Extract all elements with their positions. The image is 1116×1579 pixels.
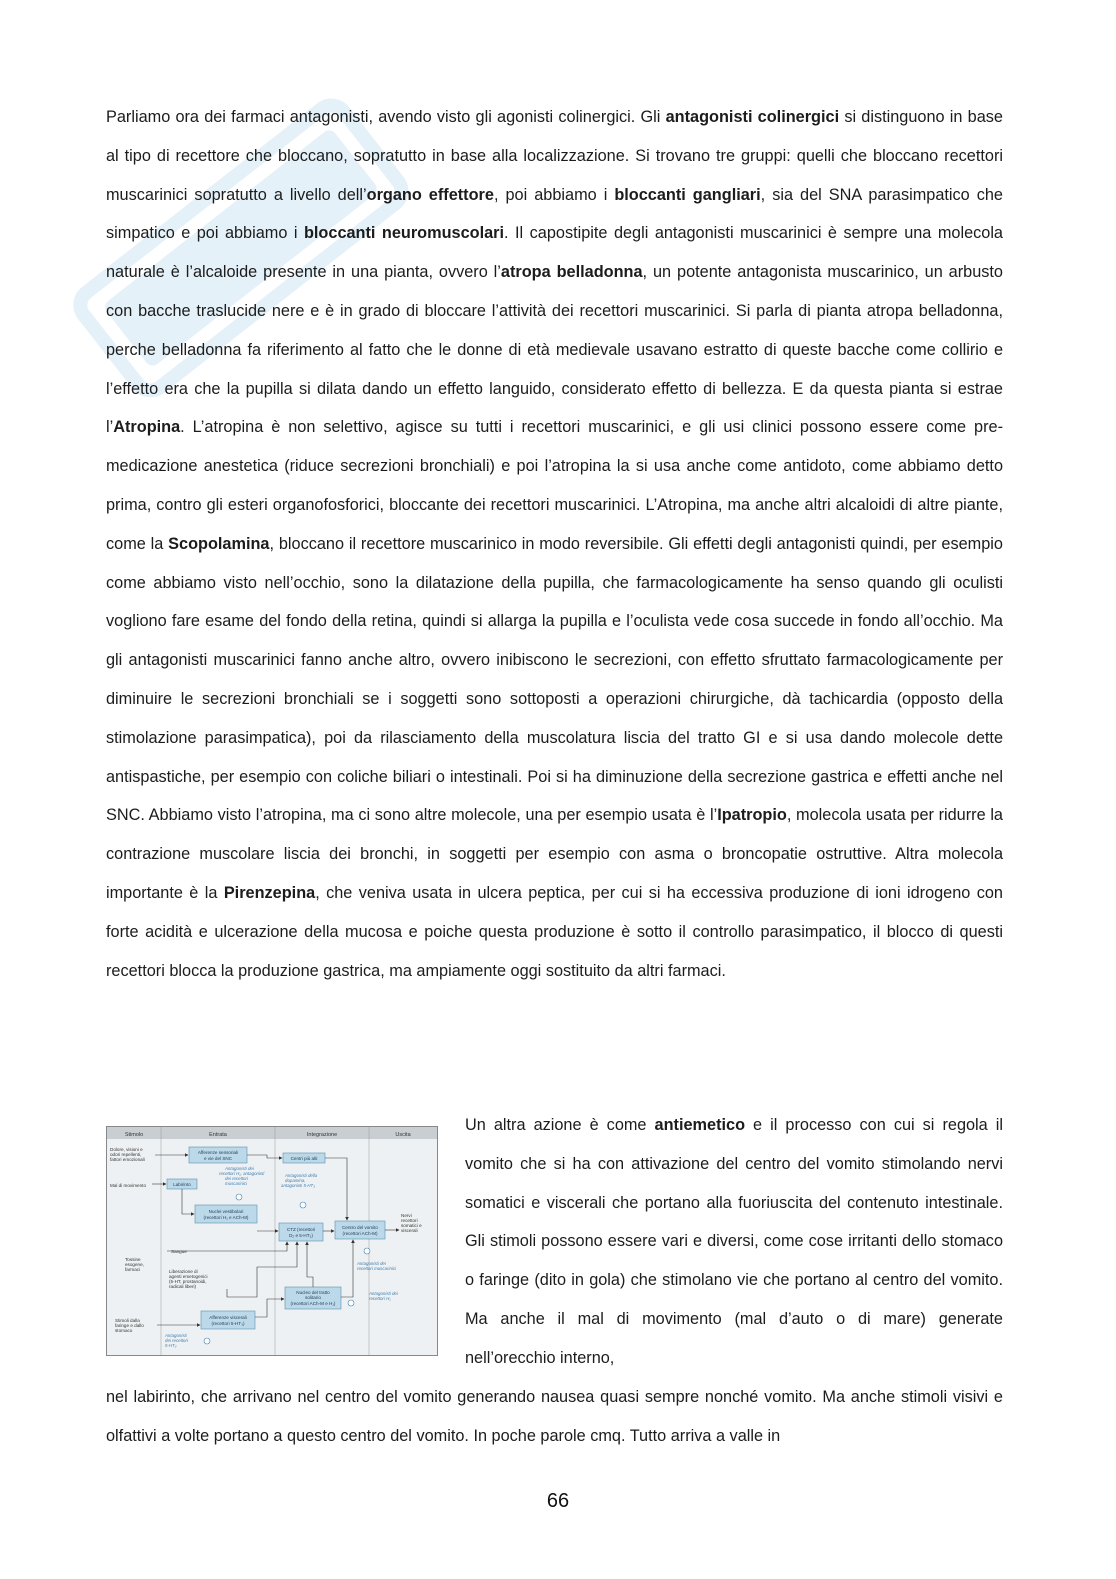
header-stimolo: Stimolo (124, 1132, 144, 1138)
box-centri-alti-label: Centri più alti (290, 1156, 318, 1161)
bold-term: bloccanti neuromuscolari (303, 224, 505, 243)
text-run: . L’atropina è non selettivo, agisce su tutti i recettori muscarinici, e gli usi clinici possono essere come pre-medicazione anestetica (riduce secrezioni bronchiali) e poi l’atropina la si usa anche come antidoto, come abbiamo detto prima, contro gli esteri organofosforici, bloccante dei recettori muscarinici. L’Atropina, ma anche altri alcaloidi di altre piante, come la (106, 418, 1003, 553)
stimulus-text: stomaco (115, 1328, 133, 1333)
label-nervi: viscerali (401, 1228, 418, 1233)
box-centro-vomito-label: (recettori ACh-M) (342, 1231, 378, 1236)
box-nuclei-vestibolari-label: (recettori H₁ e ACh-M) (203, 1215, 249, 1220)
label-liberazione: agenti emetogenici (169, 1274, 208, 1279)
header-entrata: Entrata (209, 1132, 227, 1138)
box-nucleo-tratto-label: solitario (305, 1295, 321, 1300)
bold-term: organo effettore (366, 185, 494, 204)
box-ctz-label: CTZ (recettori (286, 1227, 316, 1232)
page-number: 66 (546, 1490, 570, 1512)
text-run: , che veniva usata in ulcera peptica, per cui si ha eccessiva produzione di ioni idrogeno con forte acidità e ulcerazione della mucosa e poiche questa produzione è sotto il controllo parasimpatico, il blocco di questi recettori blocca la produzione gastrica, ma ampiamente oggi sostituito da altri farmaci. (106, 883, 1003, 980)
stimulus-text: Dolore, visioni e (110, 1147, 143, 1152)
box-labirinto-label: Labirinto (173, 1182, 191, 1187)
stimulus-text: Stimoli dalla (115, 1318, 140, 1323)
box-afferenze-viscerali-label: Afferenze viscerali (209, 1315, 247, 1320)
stimulus-text: Tossine (125, 1257, 141, 1262)
box-centro-vomito-label: Centro del vomito (341, 1225, 379, 1230)
label-antagonist: 5-HT₃ (165, 1343, 177, 1348)
label-antagonist: antagonisti 5-HT₃ (281, 1183, 315, 1188)
stimulus-text: esogene, (125, 1262, 144, 1267)
header-row (107, 1127, 437, 1139)
label-nervi: somatici e (401, 1223, 422, 1228)
blocker-symbol (300, 1202, 306, 1208)
box-afferenze-snc-label: Afferenze sensoriali (197, 1150, 239, 1155)
stimulus-text: faringe e dallo (115, 1323, 144, 1328)
text-run: e il processo con cui si regola il vomito che si ha con attivazione del centro del vomito stimolando nervi somatici e viscerali che portano alla fuoriuscita del contenuto intestinale. Gli stimoli possono essere vari e diversi, come cose irritanti dello stomaco o faringe (dito in gola) che stimolano vie che portano al centro del vomito. Ma anche il mal di movimento (mal d’auto o di mare) generate nell’orecchio interno, (465, 1116, 1003, 1367)
label-liberazione: radicali liberi) (169, 1284, 197, 1289)
label-antagonist: recettori H₁ (369, 1296, 391, 1301)
box-afferenze-snc-label: e vie del SNC (203, 1156, 233, 1161)
label-antagonist: Antagonisti dei (225, 1166, 254, 1171)
bold-term: Pirenzepina (223, 883, 316, 902)
header-uscita: Uscita (395, 1132, 411, 1138)
box-centro-vomito (335, 1221, 385, 1239)
blocker-symbol (348, 1300, 354, 1306)
label-antagonist: Antagonisti (165, 1333, 187, 1338)
bold-term: bloccanti gangliari (614, 185, 761, 204)
stimulus-text: farmaci (125, 1267, 141, 1272)
text-run: Un altra azione è come (465, 1116, 655, 1134)
bold-term: antagonisti colinergici (665, 108, 840, 126)
text-run: nel labirinto, che arrivano nel centro del vomito generando nausea quasi sempre nonché vomito. Ma anche stimoli visivi e olfattivi a volte portano a questo centro del vomito. In poche parole cmq. Tutto arriva a valle in (106, 1388, 1003, 1445)
text-run: , bloccano il recettore muscarinico in modo reversibile. Gli effetti degli antagonisti quindi, per esempio come abbiamo visto nell’occhio, sono la dilatazione della pupilla, che farmacologicamente ha senso quando gli oculisti vogliono fare esame del fondo della retina, quindi si allarga la pupilla e l’oculista vede cosa succede in fondo all’occhio. Ma gli antagonisti muscarinici fanno anche altro, ovvero inibiscono le secrezioni, con effetto sfruttato farmacologicamente per diminuire le secrezioni bronchiali se i soggetti sono sottoposti a operazioni chirurgiche, dà tachicardia (opposto della stimolazione parasimpatica), poi da rilasciamento della muscolatura liscia del tratto GI e si usa dando molecole dette antispastiche, per esempio con coliche biliari o intestinali. Poi si ha diminuzione della secrezione gastrica e effetti anche nel SNC. Abbiamo visto l’atropina, ma ci sono altre molecole, una per esempio usata è l’ (106, 534, 1003, 825)
bold-term: Scopolamina (168, 534, 270, 553)
header-integrazione: Integrazione (306, 1132, 338, 1138)
text-run: . Il capostipite degli antagonisti muscarinici è sempre una molecola naturale è l’alcaloide presente in una pianta, ovvero l’ (106, 224, 1003, 282)
box-nucleo-tratto-label: Nucleo del tratto (296, 1290, 330, 1295)
label-antagonist: Antagonisti della (285, 1173, 318, 1178)
box-afferenze-viscerali (201, 1311, 255, 1329)
label-antagonist: muscarinici (225, 1181, 247, 1186)
label-antagonist: Antagonisti dei (357, 1261, 386, 1266)
label-liberazione: Liberazione di (169, 1269, 198, 1274)
label-antagonist: recettori muscarinici (357, 1266, 397, 1271)
box-ctz (279, 1223, 323, 1241)
blocker-symbol (236, 1194, 242, 1200)
box-nuclei-vestibolari-label: Nuclei vestibolari (208, 1209, 244, 1214)
paragraph-continuation (106, 1378, 1003, 1456)
bold-term: Atropina (113, 418, 181, 437)
box-afferenze-viscerali-label: (recettori 5-HT₃) (211, 1321, 245, 1326)
box-ctz-label: D₂ e 5-HT₃) (289, 1233, 313, 1238)
stimulus-text: fattori emozionali (110, 1157, 145, 1162)
bold-term: antiemetico (654, 1116, 746, 1134)
vomiting-pathway-diagram (106, 1126, 438, 1356)
diagram-svg (107, 1127, 437, 1355)
paragraph-antiemetico (465, 1106, 1003, 1378)
label-antagonist: Antagonisti dei (369, 1291, 398, 1296)
text-run: , poi abbiamo i (493, 185, 615, 204)
stimulus-text: odori repellenti, (110, 1152, 142, 1157)
text-run: , un potente antagonista muscarinico, un arbusto con bacche traslucide nere e è in grado di bloccare l’attività dei recettori muscarinici. Si parla di pianta atropa belladonna, perche belladonna fa riferimento al fatto che le donne di età medievale usavano estratto di queste bacche come collirio e l’effetto era che la pupilla si dilata dando un effetto languido, considerato effetto di bellezza. E da questa pianta si estrae l’ (106, 263, 1003, 437)
text-run: , sia del SNA parasimpatico che simpatico e poi abbiamo i (106, 185, 1003, 243)
box-nuclei-vestibolari (195, 1205, 257, 1223)
text-run: Parliamo ora dei farmaci antagonisti, avendo visto gli agonisti colinergici. Gli (106, 108, 666, 126)
label-liberazione: (5-HT, prostanoidi, (169, 1279, 207, 1284)
paragraph-antagonisti-colinergici (106, 98, 1003, 990)
blocker-symbol (204, 1338, 210, 1344)
blocker-symbol (364, 1248, 370, 1254)
label-nervi: Nervi (401, 1213, 412, 1218)
label-nervi: recettori (401, 1218, 418, 1223)
label-antagonist: dei recettori (165, 1338, 188, 1343)
label-antagonist: recettori H₁, antagonisti (219, 1171, 265, 1176)
text-run: si distinguono in base al tipo di recettore che bloccano, sopratutto in base alla localizzazione. Si trovano tre gruppi: quelli che bloccano recettori muscarinici sopratutto a livello dell’ (106, 108, 1003, 204)
box-nucleo-tratto-label: (recettori ACh-M e H₁) (290, 1301, 336, 1306)
label-sangue: Sangue (171, 1249, 187, 1254)
text-run: , molecola usata per ridurre la contrazione muscolare liscia dei bronchi, in soggetti per esempio con asma o broncopatie ostruttive. Altra molecola importante è la (106, 806, 1003, 902)
label-antagonist: dei recettori (225, 1176, 248, 1181)
stimulus-text: Mal di movimento (110, 1183, 146, 1188)
bold-term: atropa belladonna (500, 263, 643, 282)
bold-term: Ipatropio (717, 806, 787, 825)
label-antagonist: dopamina, (285, 1178, 306, 1183)
